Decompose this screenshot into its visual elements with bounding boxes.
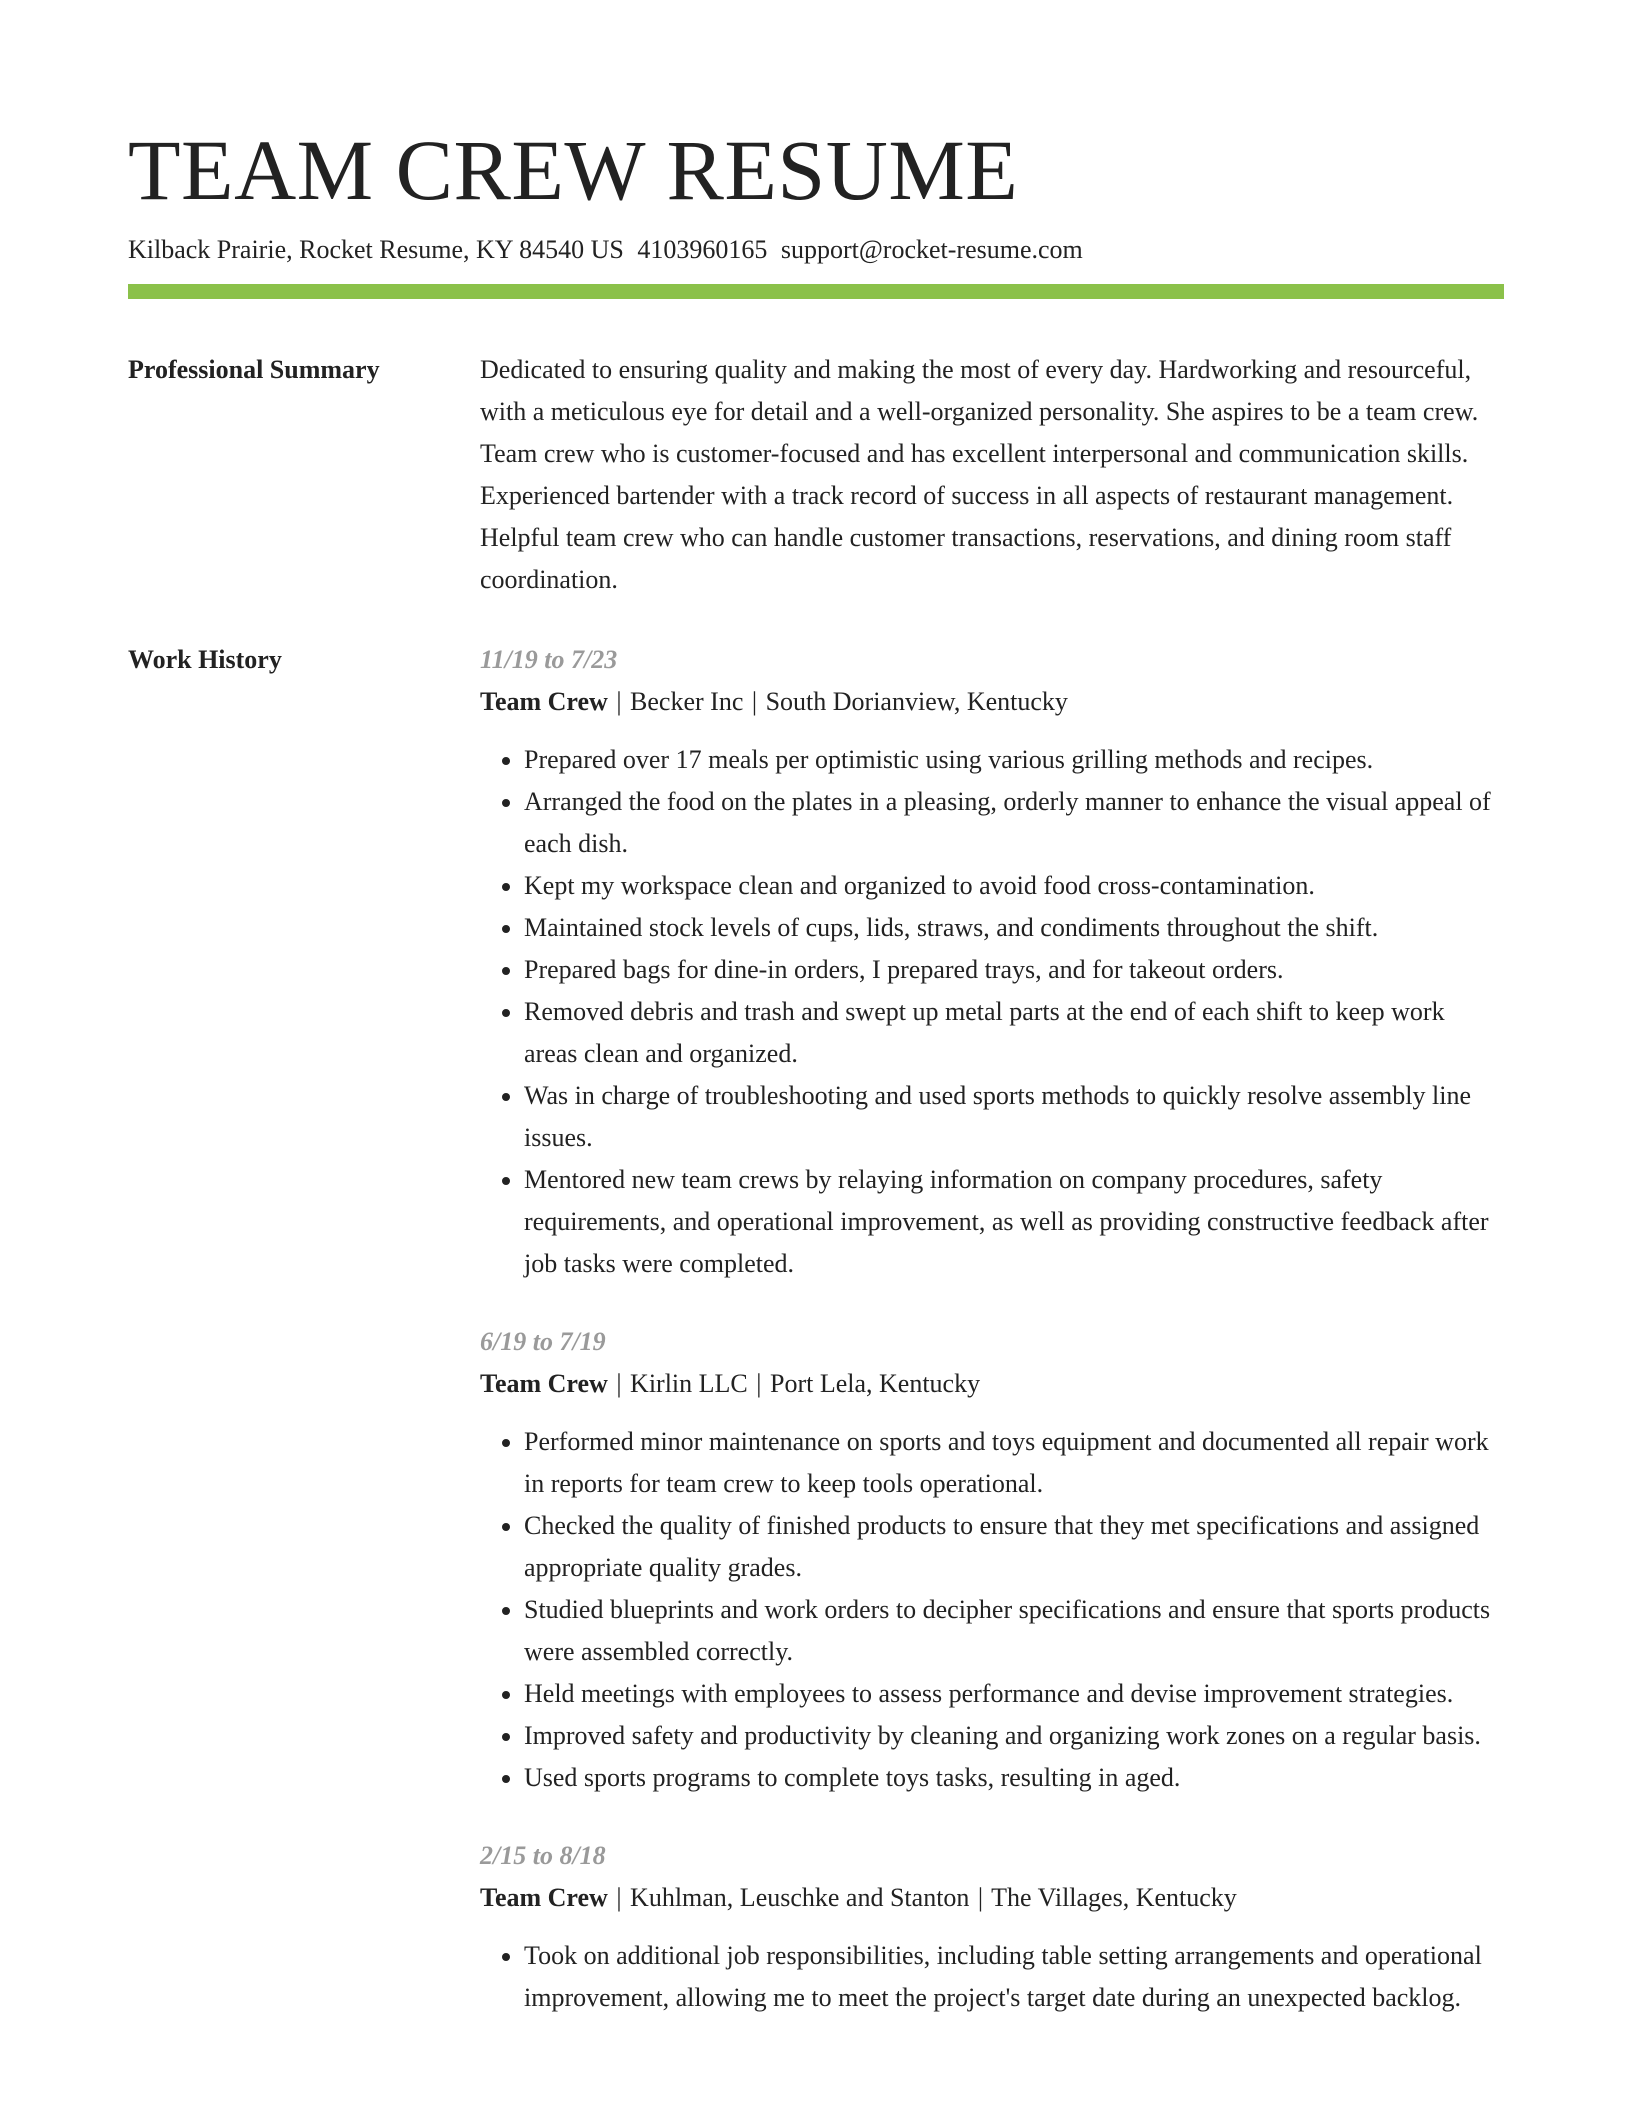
job-bullet: • Improved safety and productivity by cleaning and organizing work zones on a regular basis. xyxy=(524,1715,1504,1757)
job-title: Team Crew xyxy=(480,1369,608,1398)
job-bullet-list xyxy=(480,1421,1504,1799)
job-bullet: • Used sports programs to complete toys tasks, resulting in aged. xyxy=(524,1757,1504,1799)
job-bullet: • Studied blueprints and work orders to decipher specifications and ensure that sports products were assembled correctly. xyxy=(524,1589,1504,1673)
job-title: Team Crew xyxy=(480,687,608,716)
separator: | xyxy=(977,1883,984,1912)
job-bullet-list xyxy=(480,739,1504,1285)
separator: | xyxy=(756,1369,762,1398)
job-dates: 6/19 to 7/19 xyxy=(480,1327,606,1356)
job-location: South Dorianview, Kentucky xyxy=(765,687,1068,716)
job-bullet: • Was in charge of troubleshooting and used sports methods to quickly resolve assembly line issues. xyxy=(524,1075,1504,1159)
job-bullet: • Performed minor maintenance on sports and toys equipment and documented all repair work in reports for team crew to keep tools operational. xyxy=(524,1421,1504,1505)
contact-address: Kilback Prairie, Rocket Resume, KY 84540 US xyxy=(128,235,624,264)
job-bullet: • Prepared bags for dine-in orders, I prepared trays, and for takeout orders. xyxy=(524,949,1504,991)
separator: | xyxy=(616,1369,622,1398)
contact-email: support@rocket-resume.com xyxy=(780,235,1083,264)
job-location: Port Lela, Kentucky xyxy=(769,1369,981,1398)
summary-body xyxy=(480,349,1504,601)
job-bullet: • Prepared over 17 meals per optimistic using various grilling methods and recipes. xyxy=(524,739,1504,781)
summary-heading: Professional Summary xyxy=(128,355,380,384)
job-dates: 11/19 to 7/23 xyxy=(480,645,618,674)
summary-section xyxy=(128,349,1504,601)
job-heading-line xyxy=(480,681,1504,723)
job-bullet: • Checked the quality of finished products to ensure that they met specifications and assigned appropriate quality grades. xyxy=(524,1505,1504,1589)
job-bullet: • Held meetings with employees to assess performance and devise improvement strategies. xyxy=(524,1673,1504,1715)
job-bullet: • Took on additional job responsibilities, including table setting arrangements and operational improvement, allowing me to meet the project's target date during an unexpected backlog. xyxy=(524,1935,1504,2019)
accent-divider xyxy=(128,284,1504,299)
contact-phone: 4103960165 xyxy=(637,235,768,264)
separator: | xyxy=(616,1883,622,1912)
contact-line xyxy=(128,232,1504,268)
job-bullet-list xyxy=(480,1935,1504,2019)
summary-text: Dedicated to ensuring quality and making the most of every day. Hardworking and resourceful, with a meticulous eye for detail and a well-organized personality. She aspires to be a team crew. Team crew who is customer-focused and has excellent interpersonal and communication skills. Experienced bartender with a track record of success in all aspects of restaurant management. Helpful team crew who can handle customer transactions, reservations, and dining room staff coordination. xyxy=(480,355,1479,594)
job-company: Becker Inc xyxy=(630,687,744,716)
work-history-heading: Work History xyxy=(128,645,282,674)
resume-page xyxy=(128,118,1504,2055)
job-company: Kirlin LLC xyxy=(630,1369,748,1398)
job-bullet: • Kept my workspace clean and organized to avoid food cross-contamination. xyxy=(524,865,1504,907)
job-bullet: • Mentored new team crews by relaying information on company procedures, safety requirements, and operational improvement, as well as providing constructive feedback after job tasks were completed. xyxy=(524,1159,1504,1285)
job-bullet: • Arranged the food on the plates in a pleasing, orderly manner to enhance the visual appeal of each dish. xyxy=(524,781,1504,865)
job-dates: 2/15 to 8/18 xyxy=(480,1841,606,1870)
job-company: Kuhlman, Leuschke and Stanton xyxy=(630,1883,970,1912)
job-bullet: • Removed debris and trash and swept up metal parts at the end of each shift to keep work areas clean and organized. xyxy=(524,991,1504,1075)
work-history-body xyxy=(480,639,1504,2055)
job-heading-line xyxy=(480,1363,1504,1405)
job-bullet: • Maintained stock levels of cups, lids, straws, and condiments throughout the shift. xyxy=(524,907,1504,949)
job-heading-line xyxy=(480,1877,1504,1919)
job-entry xyxy=(480,1321,1504,1799)
resume-title: TEAM CREW RESUME xyxy=(128,122,1019,218)
separator: | xyxy=(751,687,758,716)
work-history-section xyxy=(128,639,1504,2055)
job-entry xyxy=(480,639,1504,1285)
job-entry xyxy=(480,1835,1504,2019)
job-title: Team Crew xyxy=(480,1883,608,1912)
job-location: The Villages, Kentucky xyxy=(991,1883,1237,1912)
separator: | xyxy=(616,687,622,716)
